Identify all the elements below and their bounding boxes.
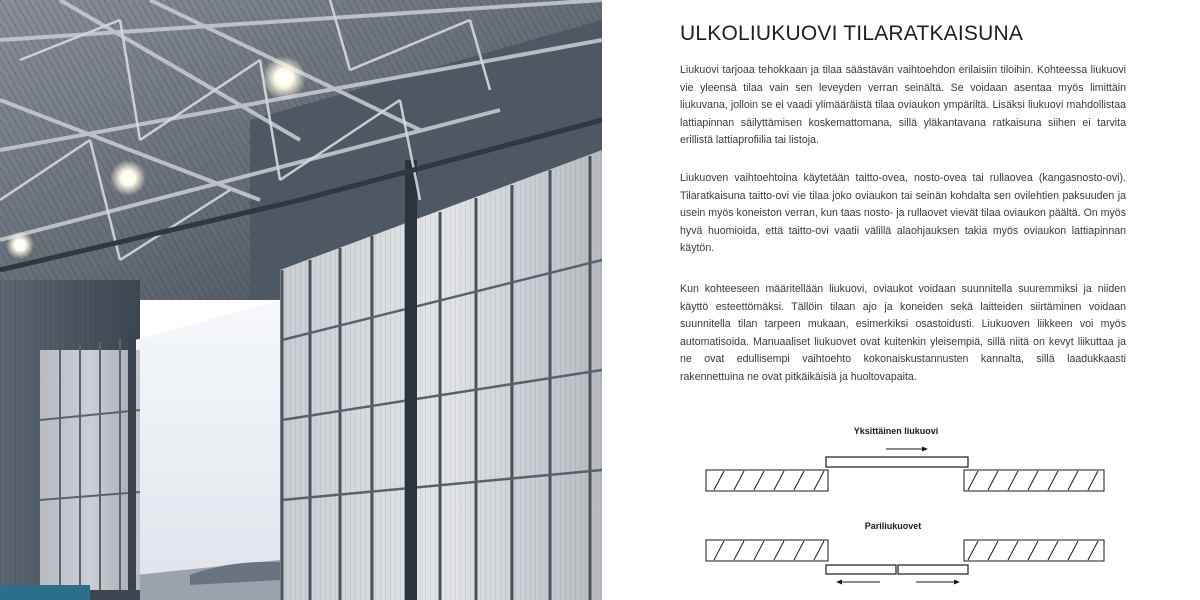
double-door-leaf-left [826, 565, 896, 574]
single-right-wall [964, 470, 1104, 491]
double-door-label: Pariliukuovet [864, 521, 922, 531]
paragraph-intro: Liukuovi tarjoaa tehokkaan ja tilaa säästävän vaihtoehdon erilaisiin tiloihin. Kohteessa liukuovi vie yleensä tilaa vain sen leveyden verran seinältä. Se voidaan asentaa myös limittäin liukuvana, jolloin se ei vaadi ylimääräistä tilaa oviaukon ympäriltä. Lisäksi liukuovi mahdollistaa lattiapinnan säilyttämisen koskemattomana, sillä yläkantavana ratkaisuna siihen ei tarvita erillistä lattiaprofiilia tai listoja. [680, 64, 1126, 147]
single-door-label: Yksittäinen liukuovi [853, 426, 939, 436]
double-right-wall [964, 540, 1104, 561]
double-door-leaf-right [898, 565, 968, 574]
double-door-arrow-left [836, 580, 880, 585]
double-left-wall [706, 540, 828, 561]
single-left-wall [706, 470, 828, 491]
single-door-leaf [826, 457, 968, 467]
paragraph-benefits: Kun kohteeseen määritellään liukuovi, oviaukot voidaan suunnitella suuremmiksi ja niiden käyttö esteettömäksi. Tällöin tilaan ajo ja koneiden sekä laitteiden siirtäminen voidaan suunnitella tilan tarpeen mukaan, esimerkiksi osastoidusti. Liukuoven liikkeen voi myös automatisoida. Manuaaliset liukuovet ovat kuitenkin yleisempiä, sillä niitä on kevyt liikuttaa ja ne ovat edullisempi vaihtoehto kokonaiskustannusten kannalta, sillä laadukkaasti rakennettuina ne ovat pitkäikäisiä ja huoltovapaita. [680, 283, 1126, 383]
paragraph-alternatives: Liukuoven vaihtoehtoina käytetään taitto-ovea, nosto-ovea tai rullaovea (kangasnosto-ovi). Tilaratkaisuna taitto-ovi vie tilaa joko oviaukon tai seinän kohdalta sen ovilehtien paksuuden ja usein myös koneiston verran, kun taas nosto- ja rullaovet vievät tilaa oviaukon päältä. On myös hyvä huomioida, että taitto-ovi vaatii välillä alaohjauksen takia myös oviaukon lattiapinnan käytön. [680, 172, 1126, 255]
page-title: ULKOLIUKUOVI TILARATKAISUNA [680, 22, 1024, 45]
single-door-arrow [886, 447, 928, 452]
double-door-arrow-right [916, 580, 960, 585]
sliding-door-diagram [700, 420, 1110, 600]
